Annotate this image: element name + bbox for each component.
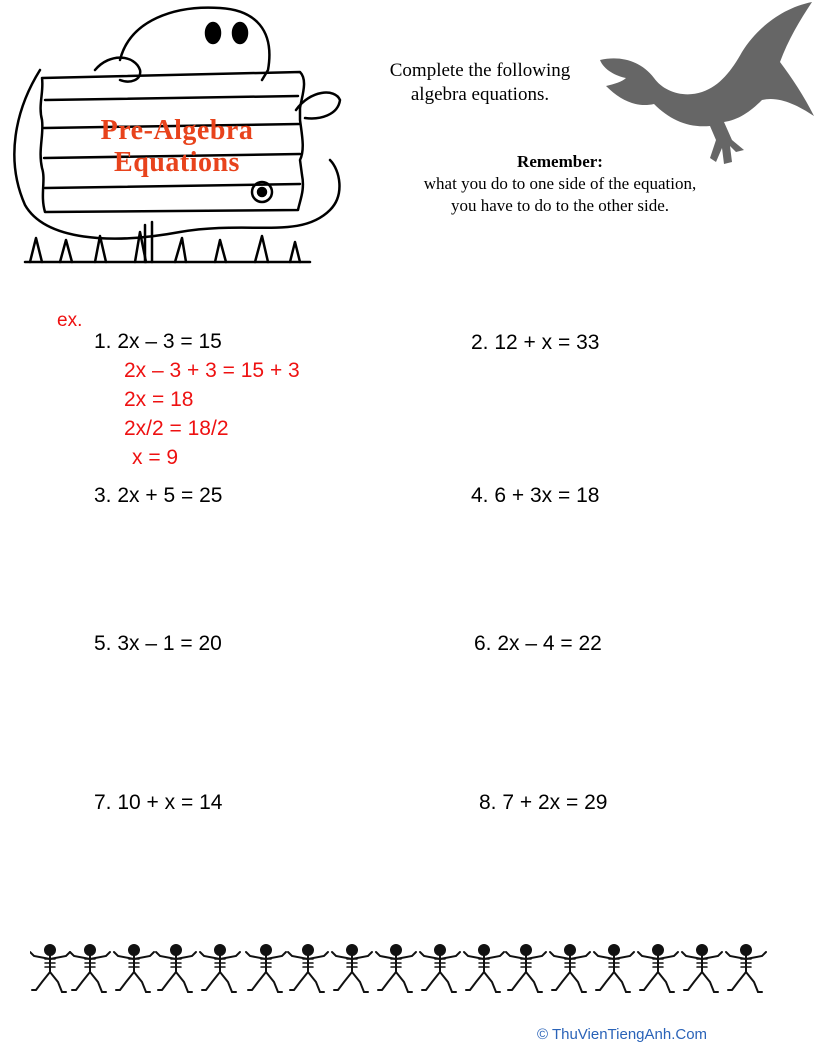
remember-title: Remember: [517, 152, 603, 171]
crow-illustration [592, 0, 816, 168]
sign-title-line2: Equations [114, 147, 240, 178]
dancing-skeletons-icon [30, 940, 786, 996]
example-step: x = 9 [132, 446, 179, 469]
copyright-footer: © ThuVienTiengAnh.Com [537, 1026, 708, 1043]
instructions-line2: algebra equations. [410, 84, 550, 105]
example-problem: 1. 2x – 3 = 15 [94, 330, 222, 353]
skeleton-border [30, 940, 786, 996]
sign-title-line1: Pre-Algebra [100, 115, 254, 146]
problem-8: 8. 7 + 2x = 29 [479, 791, 608, 814]
example-step: 2x – 3 + 3 = 15 + 3 [124, 359, 300, 382]
example-step: 2x/2 = 18/2 [124, 417, 229, 440]
ghost-sign-illustration [0, 0, 350, 268]
instructions [340, 59, 620, 107]
problem-6: 6. 2x – 4 = 22 [474, 632, 602, 655]
problem-5: 5. 3x – 1 = 20 [94, 632, 222, 655]
problem-7: 7. 10 + x = 14 [94, 791, 223, 814]
example-tag: ex. [57, 310, 83, 331]
remember-note [370, 151, 750, 217]
instructions-line1: Complete the following [389, 60, 571, 81]
remember-line1: what you do to one side of the equation, [423, 174, 697, 193]
problem-3: 3. 2x + 5 = 25 [94, 484, 223, 507]
problem-2: 2. 12 + x = 33 [471, 331, 600, 354]
remember-line2: you have to do to the other side. [450, 196, 670, 215]
problem-4: 4. 6 + 3x = 18 [471, 484, 600, 507]
example-step: 2x = 18 [124, 388, 194, 411]
crow-icon [592, 0, 816, 168]
